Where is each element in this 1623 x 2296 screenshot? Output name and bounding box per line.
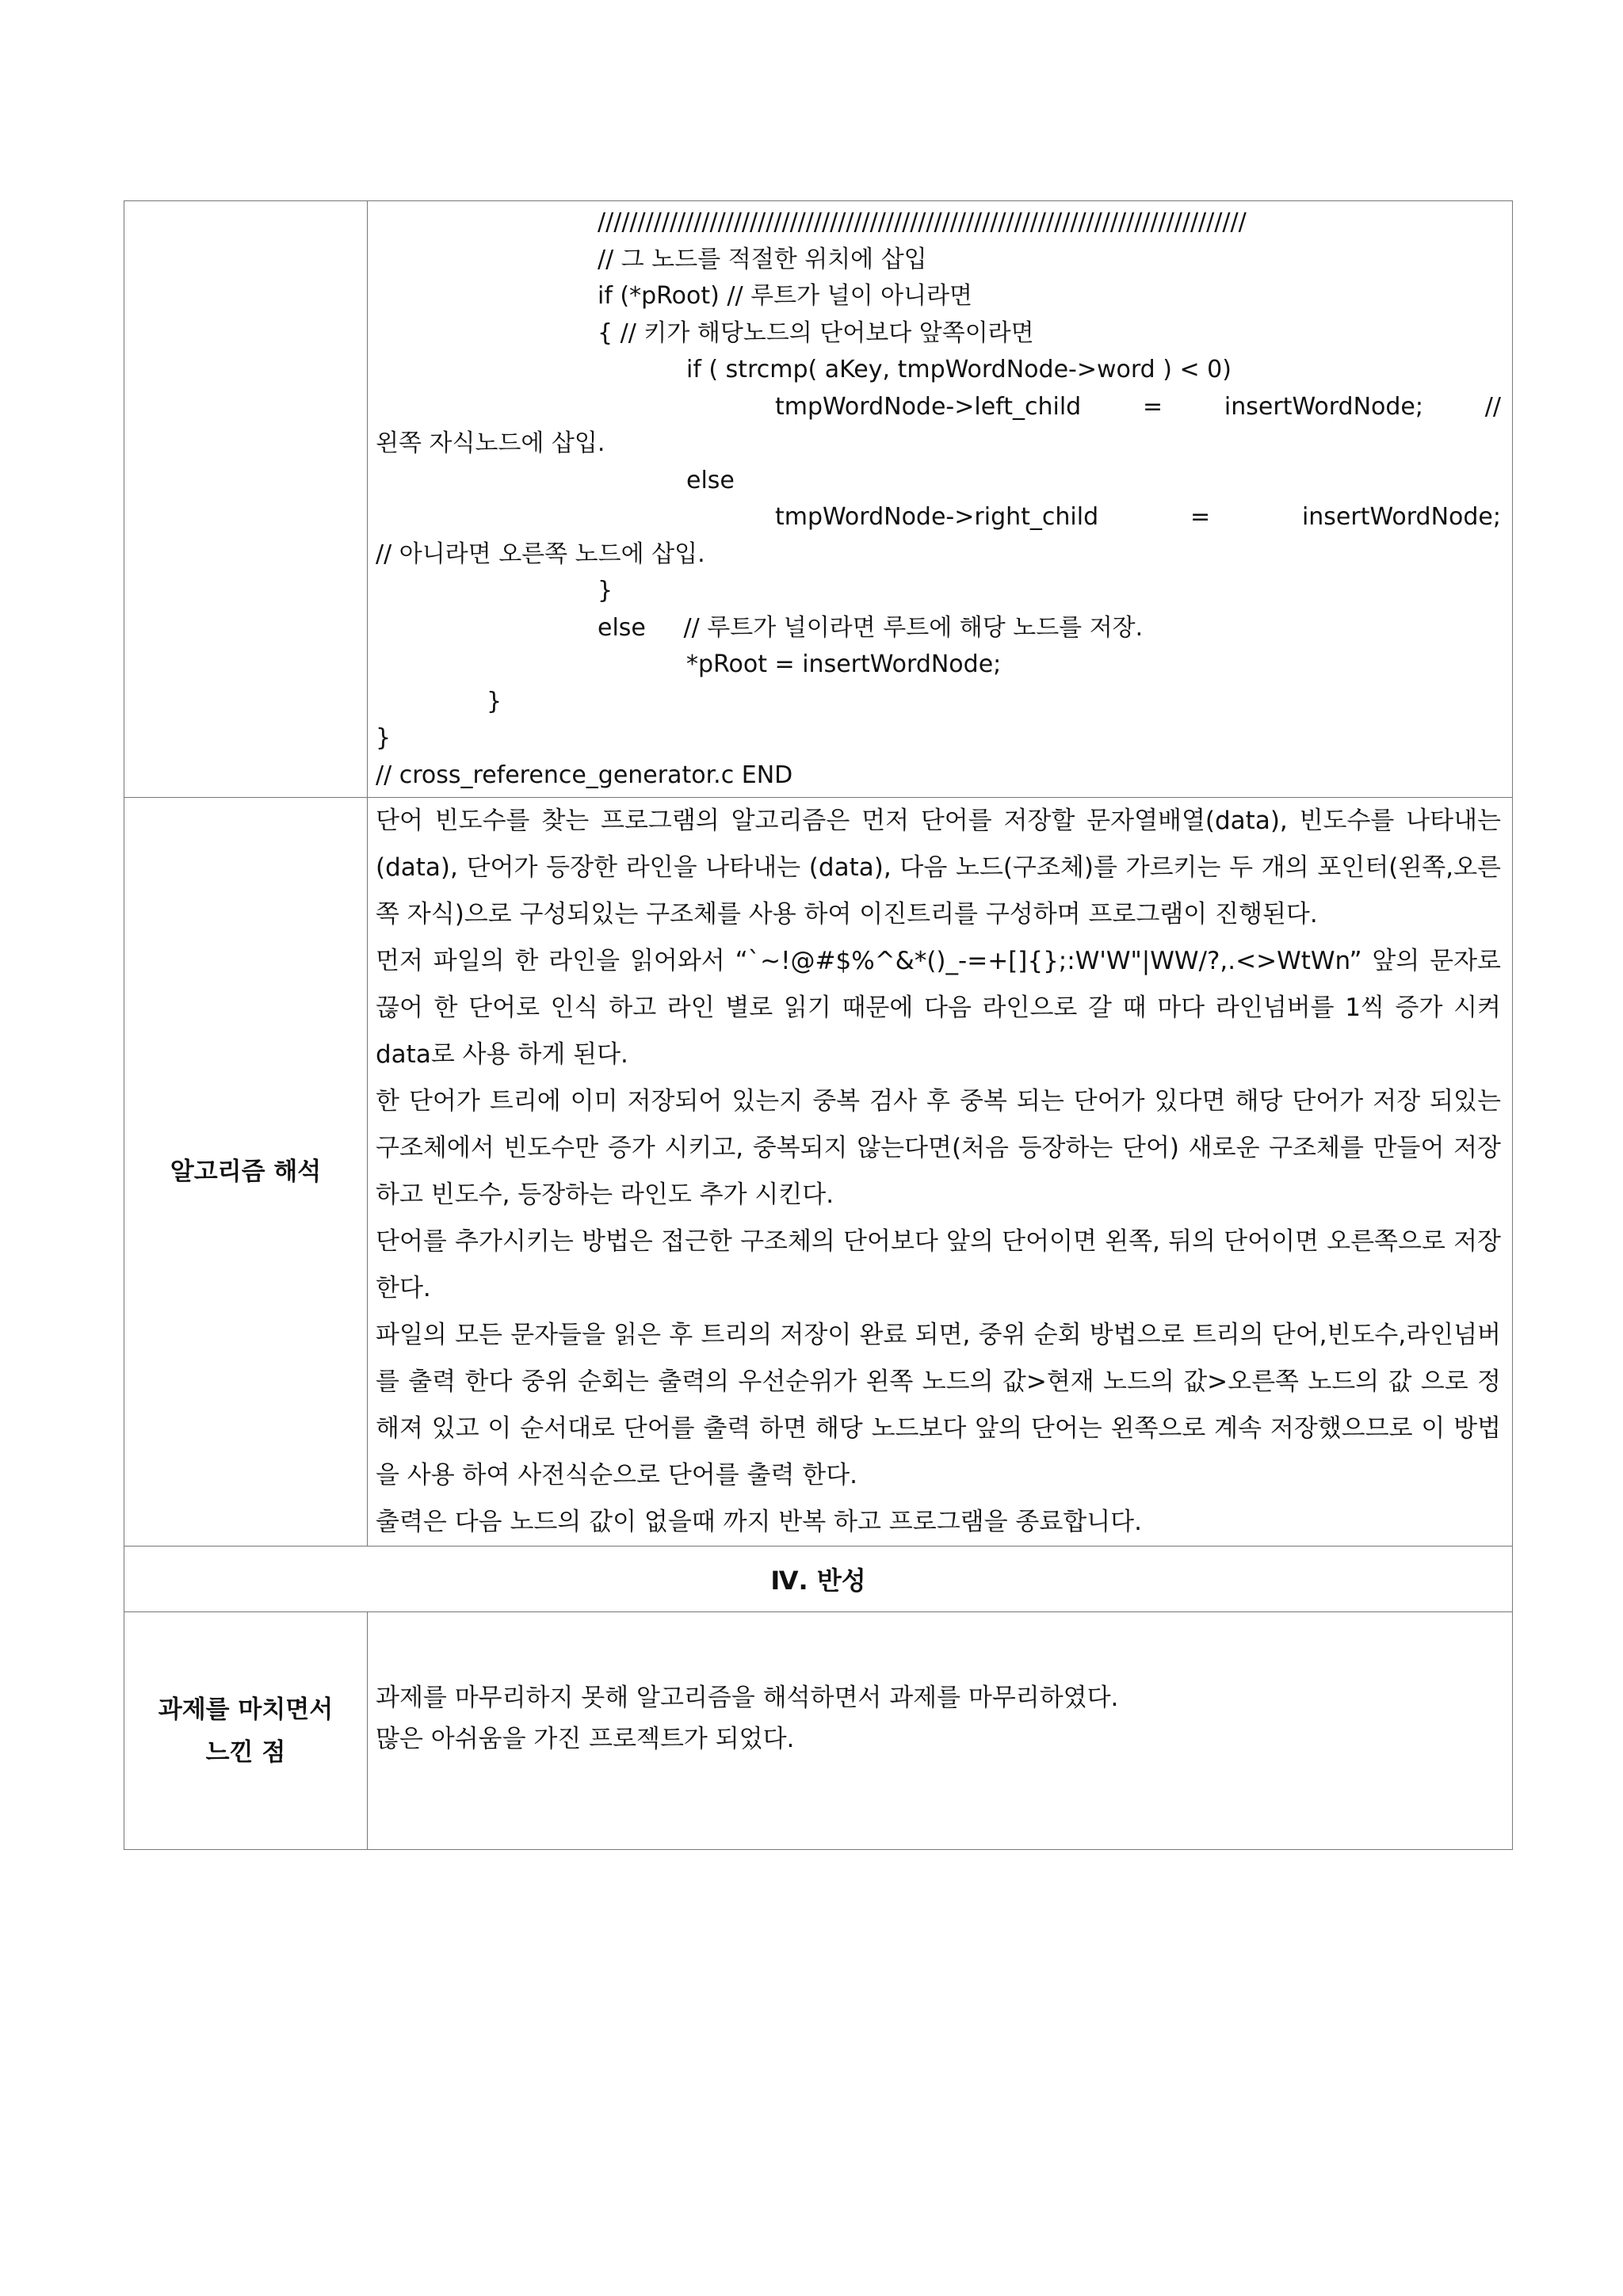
code-line: tmpWordNode->left_child = insertWordNode; // bbox=[775, 392, 1501, 421]
code-line: *pRoot = insertWordNode; bbox=[686, 650, 1002, 678]
algorithm-paragraph: 파일의 모든 문자들을 읽은 후 트리의 저장이 완료 되면, 중위 순회 방법으로 트리의 단어,빈도수,라인넘버를 출력 한다 중위 순회는 출력의 우선순위가 왼쪽 노드의 값>현재 노드의 값>오른쪽 노드의 값 으로 정해져 있고 이 순서대로 단어를 출력 하면 해당 노드보다 앞의 단어는 왼쪽으로 계속 저장했으므로 이 방법을 사용 하여 사전식순으로 단어를 출력 한다. bbox=[376, 1321, 1501, 1489]
code-line: 왼쪽 자식노드에 삽입. bbox=[376, 429, 605, 457]
code-line: tmpWordNode->right_child = insertWordNode; bbox=[775, 503, 1501, 531]
reflection-label-line: 느낀 점 bbox=[205, 1737, 286, 1767]
algorithm-paragraph: 먼저 파일의 한 라인을 읽어와서 “`~!@#$%^&*()_-=+[]{};:W'W"|WW/?,.<>WtWn” 앞의 문자로 끊어 한 단어로 인식 하고 라인 별로 읽기 때문에 다음 라인으로 갈 때 마다 라인넘버를 1씩 증가 시켜 data로 사용 하게 된다. bbox=[376, 947, 1501, 1069]
reflection-line: 과제를 마무리하지 못해 알고리즘을 해석하면서 과제를 마무리하였다. bbox=[376, 1684, 1119, 1712]
algorithm-description bbox=[368, 798, 1513, 1547]
code-line: // cross_reference_generator.c END bbox=[376, 761, 793, 789]
code-row bbox=[124, 201, 1513, 798]
code-line: ///////////////////////////////////////////////////////////////////////////////// bbox=[598, 208, 1247, 236]
reflection-text bbox=[368, 1612, 1513, 1850]
code-line: if (*pRoot) // 루트가 널이 아니라면 bbox=[598, 282, 973, 310]
reflection-label bbox=[124, 1612, 368, 1850]
code-line: else // 루트가 널이라면 루트에 해당 노드를 저장. bbox=[598, 613, 1144, 642]
code-label-cell bbox=[124, 201, 368, 798]
algorithm-paragraph: 출력은 다음 노드의 값이 없을때 까지 반복 하고 프로그램을 종료합니다. bbox=[376, 1508, 1142, 1536]
algorithm-paragraph: 단어를 추가시키는 방법은 접근한 구조체의 단어보다 앞의 단어이면 왼쪽, 뒤의 단어이면 오른쪽으로 저장한다. bbox=[376, 1227, 1501, 1302]
document-table bbox=[124, 200, 1513, 1850]
code-line: if ( strcmp( aKey, tmpWordNode->word ) < 0) bbox=[686, 356, 1232, 383]
algorithm-paragraph: 한 단어가 트리에 이미 저장되어 있는지 중복 검사 후 중복 되는 단어가 있다면 해당 단어가 저장 되있는 구조체에서 빈도수만 증가 시키고, 중복되지 않는다면(처음 등장하는 단어) 새로운 구조체를 만들어 저장 하고 빈도수, 등장하는 라인도 추가 시킨다. bbox=[376, 1087, 1501, 1209]
reflection-label-line: 과제를 마치면서 bbox=[158, 1695, 334, 1724]
code-line: // 아니라면 오른쪽 노드에 삽입. bbox=[376, 540, 705, 568]
code-line: { // 키가 해당노드의 단어보다 앞쪽이라면 bbox=[598, 318, 1034, 347]
code-block bbox=[368, 201, 1513, 798]
code-line: else bbox=[686, 466, 735, 494]
algorithm-paragraph: 단어 빈도수를 찾는 프로그램의 알고리즘은 먼저 단어를 저장할 문자열배열(data), 빈도수를 나타내는(data), 단어가 등장한 라인을 나타내는 (data), 다음 노드(구조체)를 가르키는 두 개의 포인터(왼쪽,오른쪽 자식)으로 구성되있는 구조체를 사용 하여 이진트리를 구성하며 프로그램이 진행된다. bbox=[376, 807, 1501, 929]
code-line: // 그 노드를 적절한 위치에 삽입 bbox=[598, 245, 927, 273]
code-line: } bbox=[598, 577, 613, 605]
algorithm-row bbox=[124, 798, 1513, 1547]
reflection-row bbox=[124, 1612, 1513, 1850]
section-header: Ⅳ. 반성 bbox=[124, 1547, 1513, 1612]
reflection-line: 많은 아쉬움을 가진 프로젝트가 되었다. bbox=[376, 1725, 795, 1753]
code-line: } bbox=[487, 687, 502, 715]
section-header-row bbox=[124, 1547, 1513, 1612]
code-line: } bbox=[376, 724, 391, 752]
algorithm-label: 알고리즘 해석 bbox=[124, 798, 368, 1547]
